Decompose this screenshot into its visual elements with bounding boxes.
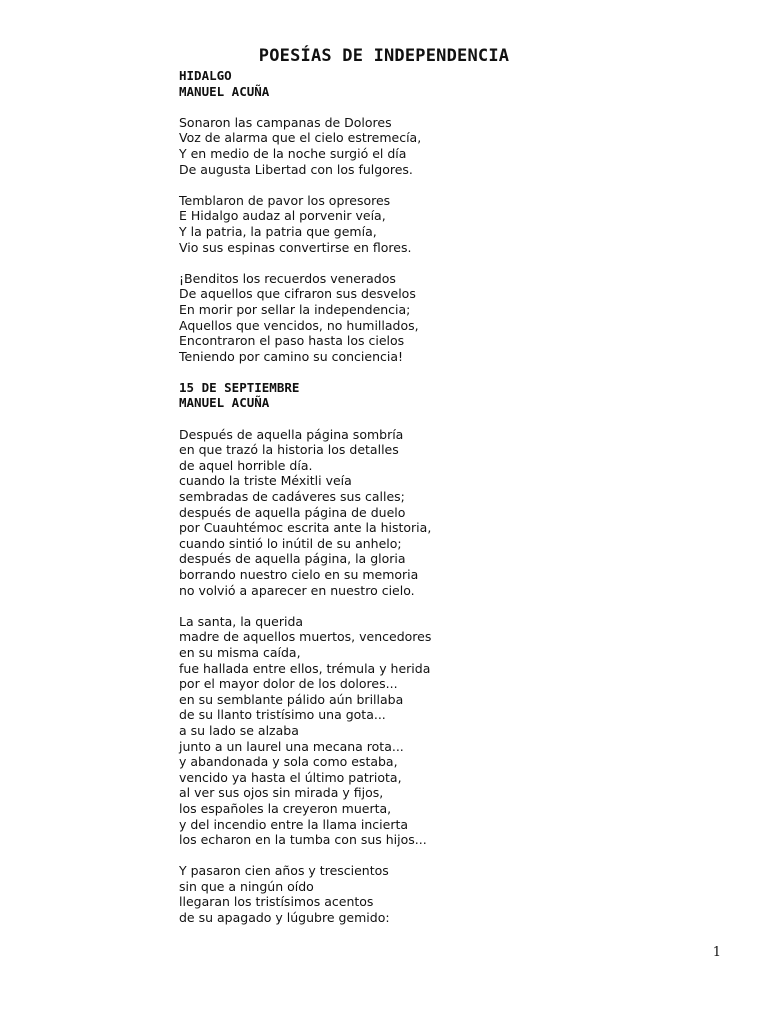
verse-line: sembradas de cadáveres sus calles; — [179, 489, 405, 505]
poem — [179, 68, 739, 380]
verse-line: Sonaron las campanas de Dolores — [179, 114, 392, 130]
verse-line: y del incendio entre la llama incierta — [179, 816, 409, 832]
verse-line: E Hidalgo audaz al porvenir veía, — [179, 208, 386, 224]
verse-line: En morir por sellar la independencia; — [179, 301, 411, 317]
verse-line: después de aquella página de duelo — [179, 504, 406, 520]
verse-line: Y la patria, la patria que gemía, — [179, 223, 377, 239]
verse-line: Teniendo por camino su conciencia! — [179, 348, 404, 364]
poems-container — [179, 68, 739, 926]
verse-line: fue hallada entre ellos, trémula y herida — [179, 660, 431, 676]
stanza — [179, 863, 739, 925]
verse-line: vencido ya hasta el último patriota, — [179, 769, 402, 785]
verse-line: Encontraron el paso hasta los cielos — [179, 333, 405, 349]
verse-line: madre de aquellos muertos, vencedores — [179, 629, 432, 645]
document-title: POESÍAS DE INDEPENDENCIA — [258, 46, 510, 66]
verse-line: en su misma caída, — [179, 644, 301, 660]
verse-line: después de aquella página, la gloria — [179, 551, 406, 567]
verse-line: por el mayor dolor de los dolores... — [179, 676, 398, 692]
verse-line: Voz de alarma que el cielo estremecía, — [179, 130, 422, 146]
poem-author: MANUEL ACUÑA — [179, 83, 270, 99]
verse-line: Y en medio de la noche surgió el día — [179, 145, 407, 161]
verse-line: en su semblante pálido aún brillaba — [179, 691, 404, 707]
verse-line: Y pasaron cien años y trescientos — [179, 863, 389, 879]
verse-line: por Cuauhtémoc escrita ante la historia, — [179, 520, 432, 536]
verse-line: De aquellos que cifraron sus desvelos — [179, 286, 416, 302]
stanza — [179, 271, 739, 365]
stanza — [179, 614, 739, 848]
verse-line: cuando sintió lo inútil de su anhelo; — [179, 535, 402, 551]
verse-line: los españoles la creyeron muerta, — [179, 800, 392, 816]
verse-line: borrando nuestro cielo en su memoria — [179, 567, 419, 582]
verse-line: al ver sus ojos sin mirada y fijos, — [179, 785, 384, 801]
verse-line: de su apagado y lúgubre gemido: — [179, 910, 390, 926]
verse-line: y abandonada y sola como estaba, — [179, 754, 398, 770]
verse-line: en que trazó la historia los detalles — [179, 442, 399, 458]
poem — [179, 380, 739, 926]
verse-line: ¡Benditos los recuerdos venerados — [179, 270, 396, 286]
verse-line: llegaran los tristísimos acentos — [179, 894, 374, 910]
poem-title: HIDALGO — [179, 68, 232, 83]
verse-line: sin que a ningún oído — [179, 878, 314, 894]
verse-line: junto a un laurel una mecana rota... — [179, 738, 404, 754]
stanza — [179, 427, 739, 599]
stanza — [179, 193, 739, 255]
verse-line: a su lado se alzaba — [179, 722, 299, 738]
verse-line: cuando la triste Méxitli veía — [179, 473, 352, 489]
verse-line: de su llanto tristísimo una gota... — [179, 707, 386, 723]
poem-author: MANUEL ACUÑA — [179, 395, 270, 411]
stanza — [179, 115, 739, 177]
verse-line: De augusta Libertad con los fulgores. — [179, 161, 413, 177]
verse-line: Después de aquella página sombría — [179, 426, 404, 442]
verse-line: no volvió a aparecer en nuestro cielo. — [179, 582, 415, 598]
verse-line: Temblaron de pavor los opresores — [179, 192, 391, 208]
poem-title: 15 DE SEPTIEMBRE — [179, 379, 300, 395]
page-number: 1 — [712, 945, 721, 960]
verse-line: Vio sus espinas convertirse en flores. — [179, 239, 412, 255]
verse-line: los echaron en la tumba con sus hijos... — [179, 832, 427, 848]
verse-line: Aquellos que vencidos, no humillados, — [179, 317, 419, 333]
verse-line: de aquel horrible día. — [179, 457, 313, 473]
verse-line: La santa, la querida — [179, 613, 304, 629]
